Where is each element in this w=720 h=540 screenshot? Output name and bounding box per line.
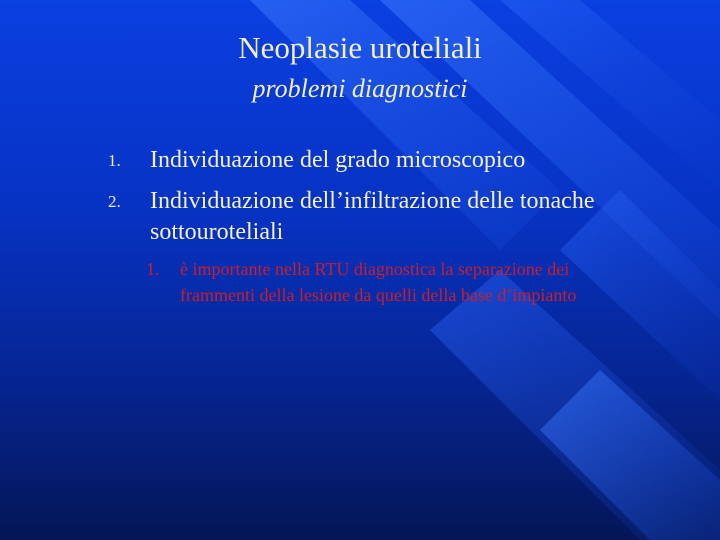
list-item [108, 145, 628, 176]
list-item-number: 2. [108, 192, 121, 211]
slide-subtitle: problemi diagnostici [252, 74, 468, 103]
sublist-item [146, 256, 606, 308]
slide-title: Neoplasie uroteliali [238, 30, 482, 65]
list-item-text: Individuazione del grado microscopico [150, 147, 526, 173]
list-item-text: Individuazione dell’infiltrazione delle tonache sottouroteliali [150, 188, 595, 245]
sublist-item-number: 1. [146, 259, 160, 279]
list-item-number: 1. [108, 151, 121, 170]
list-item [108, 186, 628, 248]
sublist-item-text: è importante nella RTU diagnostica la separazione dei frammenti della lesione da quelli della base d’impianto [180, 259, 577, 305]
